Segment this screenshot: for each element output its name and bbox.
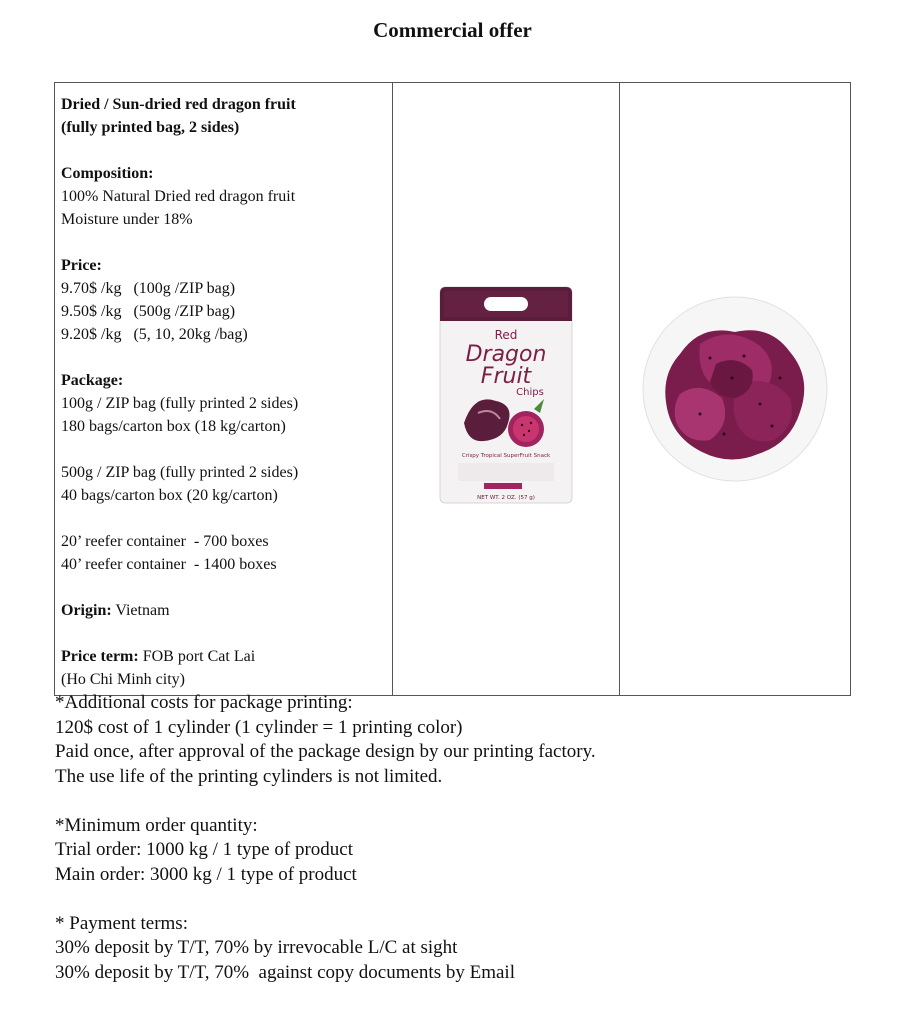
payment-line: 30% deposit by T/T, 70% against copy documents by Email [55, 961, 515, 983]
document-title: Commercial offer [373, 18, 532, 42]
origin-label: Origin: [61, 602, 112, 619]
container-line: 40’ reefer container - 1400 boxes [61, 556, 277, 573]
package-line: 180 bags/carton box (18 kg/carton) [61, 418, 286, 435]
payment-line: 30% deposit by T/T, 70% by irrevocable L/C at sight [55, 937, 458, 958]
bag-tagline: Crispy Tropical SuperFruit Snack [461, 453, 551, 459]
product-name-sub: (fully printed bag, 2 sides) [61, 119, 240, 136]
printing-note-heading: *Additional costs for package printing: [55, 692, 353, 713]
origin-value: Vietnam [111, 602, 170, 619]
printing-note-line: 120$ cost of 1 cylinder (1 cylinder = 1 printing color) [55, 716, 463, 738]
package-line: 500g / ZIP bag (fully printed 2 sides) [61, 464, 299, 481]
price-line: 9.50$ /kg (500g /ZIP bag) [61, 303, 236, 320]
offer-notes [55, 691, 875, 985]
price-term-label: Price term: [61, 648, 139, 665]
origin-line [61, 599, 386, 622]
offer-table [54, 82, 851, 696]
brand-red-text: Red [494, 328, 518, 342]
product-details-cell [55, 83, 393, 696]
container-line: 20’ reefer container - 700 boxes [61, 533, 269, 550]
dragon-fruit-chips-photo [640, 294, 830, 484]
price-line: 9.20$ /kg (5, 10, 20kg /bag) [61, 326, 248, 343]
printing-note-line: Paid once, after approval of the package design by our printing factory. [55, 741, 596, 762]
package-label: Package: [61, 372, 124, 389]
composition-label: Composition: [61, 165, 154, 182]
product-name: Dried / Sun-dried red dragon fruit [61, 96, 296, 113]
price-term-line [61, 645, 386, 668]
moq-line: Trial order: 1000 kg / 1 type of product [55, 839, 353, 860]
product-bag-image [434, 273, 578, 505]
moq-heading: *Minimum order quantity: [55, 814, 258, 836]
price-label: Price: [61, 257, 102, 274]
brand-chips-text: Chips [516, 387, 544, 398]
printing-note-line: The use life of the printing cylinders is not limited. [55, 765, 443, 787]
moq-line: Main order: 3000 kg / 1 type of product [55, 863, 357, 885]
price-term-value: FOB port Cat Lai [138, 648, 256, 665]
brand-dragon-text: Dragon [465, 342, 547, 367]
composition-line: Moisture under 18% [61, 211, 193, 228]
chips-photo-cell [620, 83, 851, 696]
brand-fruit-text: Fruit [480, 364, 532, 389]
bag-net-weight: NET WT. 2 OZ. (57 g) [477, 495, 535, 501]
composition-line: 100% Natural Dried red dragon fruit [61, 188, 296, 205]
package-line: 40 bags/carton box (20 kg/carton) [61, 487, 278, 504]
payment-heading: * Payment terms: [55, 912, 188, 934]
package-image-cell [392, 83, 619, 696]
price-term-city: (Ho Chi Minh city) [61, 671, 185, 688]
price-line: 9.70$ /kg (100g /ZIP bag) [61, 280, 236, 297]
package-line: 100g / ZIP bag (fully printed 2 sides) [61, 395, 299, 412]
